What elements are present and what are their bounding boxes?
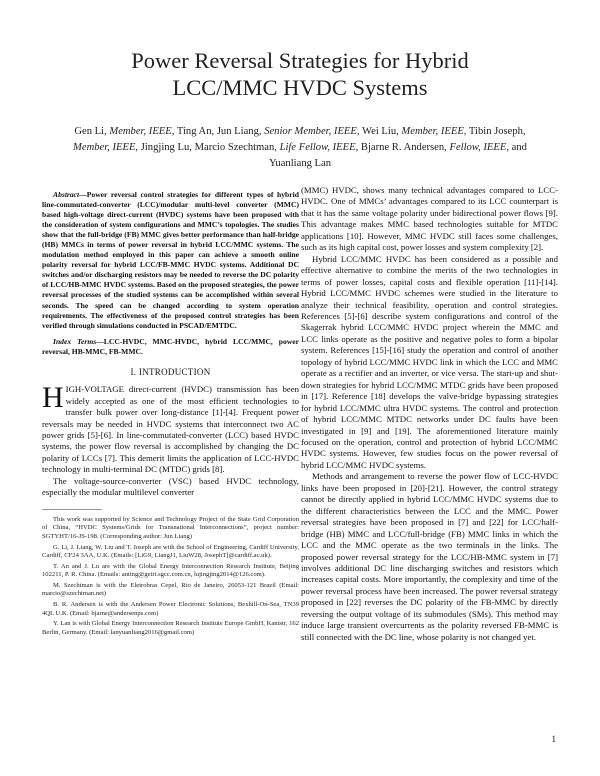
- drop-cap: H: [42, 381, 64, 415]
- author-role: Senior Member, IEEE: [264, 126, 357, 137]
- author-name: Ting An: [176, 126, 212, 137]
- index-terms: [42, 337, 299, 357]
- paper-title: [40, 47, 560, 101]
- author-name: Bjarne R. Andersen: [360, 142, 445, 153]
- index-terms-label: Index Terms: [53, 336, 97, 346]
- author-list: [60, 124, 540, 172]
- author-role: Member, IEEE: [109, 126, 172, 137]
- author-name: Jingjing Lu: [140, 142, 190, 153]
- intro-paragraph-1-text: IGH-VOLTAGE direct-current (HVDC) transmission has been widely accepted as one of the most efficient technologies to transfer bulk power over long-distance [1]-[4]. Frequent power reversals may be needed in HVDC systems that interconnect two AC power grids [5]-[6]. In line-commutated-converter (LCC) based HVDC systems, the power flow reversal is accomplished by changing the DC polarity of LCCs [7]. This demerit limits the application of LCC-HVDC technology in multi-terminal DC (MTDC) grids [8].: [42, 384, 299, 475]
- author-entry: Gen Li, Member, IEEE,: [74, 126, 177, 137]
- author-name: Tibin Joseph: [468, 126, 523, 137]
- author-role: Member, IEEE: [401, 126, 464, 137]
- author-entry: Jingjing Lu,: [140, 142, 195, 153]
- author-entry: [269, 158, 331, 169]
- section-heading: I. INTRODUCTION: [130, 366, 211, 377]
- right-column: [301, 185, 558, 643]
- body-paragraph: Hybrid LCC/MMC HVDC has been considered as a possible and effective alternative to combine the merits of the two technologies in terms of power losses, capital costs and flexible operation [11]-[14]. Hybrid LCC/MMC HVDC schemes were studied in the literature to analyze their technical feasibility, operation and control strategies. References [5]-[6] describe system configurations and control of the Skagerrak hybrid LCC/MMC HVDC project wherein the MMC and LCC links operate as the positive and negative poles to form a bipolar system. References [15]-[16] study the operation and control of another topology of hybrid LCC/MMC HVDC link in which the LCC and MMC operate as a rectifier and an inverter, or vice versa. The start-up and shut-down strategies for hybrid LCC/MMC MTDC grids have been proposed in [17]. Reference [18] develops the valve-bridge bypassing strategies for hybrid LCC/MMC ultra HVDC systems. The control and protection of hybrid LCC/MMC MTDC networks under DC faults have been investigated in [9] and [19]. The aforementioned literature mainly focused on the operation, control and protection of hybrid LCC/MMC HVDC systems. However, few studies focus on the power reversal of hybrid LCC/MMC HVDC systems.: [301, 253, 558, 470]
- intro-paragraph-2: The voltage-source-converter (VSC) based HVDC technology, especially the modular multilevel converter: [42, 475, 299, 498]
- page-number: 1: [551, 734, 556, 744]
- index-terms-text: —LCC-HVDC, MMC-HVDC, hybrid LCC/MMC, power reversal, HB-MMC, FB-MMC.: [42, 336, 299, 356]
- abstract: [42, 190, 299, 331]
- author-entry: Wei Liu, Member, IEEE,: [361, 126, 469, 137]
- author-entry: Marcio Szechtman, Life Fellow, IEEE,: [194, 142, 361, 153]
- author-entry: Bjarne R. Andersen, Fellow, IEEE, and: [360, 142, 527, 153]
- title-line-1: Power Reversal Strategies for Hybrid: [131, 48, 469, 73]
- author-name: Gen Li: [74, 126, 105, 137]
- body-paragraph: (MMC) HVDC, shows many technical advantages compared to LCC-HVDC. One of MMCs’ advantages compared to its LCC counterpart is that it has the same voltage polarity under bidirectional power flows [9]. This advantage makes MMC based technologies suitable for MTDC applications [10]. However, MMC HVDC still faces some challenges, such as its high capital cost, power losses and system complexity [2].: [301, 185, 558, 253]
- author-name: Marcio Szechtman: [194, 142, 275, 153]
- author-entry: Jun Liang, Senior Member, IEEE,: [216, 126, 362, 137]
- author-name: Jun Liang: [216, 126, 259, 137]
- title-line-2: LCC/MMC HVDC Systems: [172, 75, 428, 100]
- author-name: Wei Liu: [361, 126, 397, 137]
- footnote: This work was supported by Science and Technology Project of the State Grid Corporation of China, “HVDC Systems/Grids for Transnational Interconnections”, project number: SGTYHT/16-JS-198. (Corresponding author: Jun Liang): [42, 515, 299, 540]
- author-role: Member, IEEE: [73, 142, 136, 153]
- author-role: Life Fellow, IEEE: [279, 142, 356, 153]
- author-entry: Tibin Joseph, Member, IEEE,: [73, 126, 526, 153]
- intro-paragraph-1: [42, 381, 299, 476]
- footnote: Y. Lan is with Global Energy Interconnection Research Institute Europe GmbH, Kantstr, 162 Berlin, Germany. (Email: lanyuanliang2016@gmail.com): [42, 620, 299, 636]
- footnote: G. Li, J. Liang, W. Liu and T. Joseph are with the School of Engineering, Cardiff University, Cardiff, CF24 3AA, U.K. (Emails: [LiG9, LiangJ1, LiuW28, JosephT]@cardiff.ac.uk).: [42, 543, 299, 560]
- footnote: T. An and J. Lu are with the Global Energy Interconnection Research Institute, Beijing 102211, P. R. China. (Emails: anting@geiri.sgcc.com.cn, lujingjing2014@126.com).: [42, 562, 299, 579]
- left-column: [42, 190, 299, 639]
- footnote: M. Szechtman is with the Eletrobras Cepel, Rio de Janeiro, 26053-121 Brazil (Email: marcio@szechtman.net): [42, 581, 299, 598]
- author-entry: Ting An,: [176, 126, 217, 137]
- body-paragraph: Methods and arrangement to reverse the power flow of LCC-HVDC links have been proposed in [20]-[21]. However, the control strategy cannot be directly applied in hybrid LCC/MMC HVDC systems due to the different characteristics between the LCC and the MMC. Power reversal strategies have been proposed in [7] and [22] for LCC/half-bridge (HB) MMC and LCC/full-bridge (FB) MMC links in which the LCC and the MMC operate as the two terminals in the links. The proposed power reversal strategy for the LCC/HB-MMC system in [7] involves additional DC line discharging switches and resistors which increases capital costs. More importantly, the complexity and time of the power reversal process have been increased. The power reversal strategy proposed in [22] reverses the DC polarity of the FB-MMC by directly reversing the output voltage of its submodules (SMs). This method may induce large transient overcurrents as the polarity reversed FB-MMC is still connected with the DC line, whose polarity is not changed yet.: [301, 471, 558, 642]
- abstract-text: —Power reversal control strategies for different types of hybrid line-commutated-converter (LCC)/modular multi-level converter (MMC) based high-voltage direct-current (HVDC) systems have been proposed with the consideration of system configurations and MMC’s topologies. The studies show that the full-bridge (FB) MMC gives better performance than half-bridge (HB) MMCs in terms of power reversal in hybrid LCC/MMC systems. The modulation method employed in this paper can achieve a smooth online polarity reversal for hybrid LCC/FB-MMC HVDC systems. Additional DC switches and/or discharging resistors may be needed to reverse the DC polarity of LCC/HB-MMC HVDC systems. Based on the proposed strategies, the power reversal processes of the studied systems can be accomplished within several seconds. The speed can be changed according to system operation requirements. The effectiveness of the proposed control strategies has been verified through simulations conducted in PSCAD/EMTDC.: [42, 190, 299, 330]
- footnote-divider: [42, 509, 102, 510]
- author-role: Fellow, IEEE: [449, 142, 507, 153]
- author-name: Yuanliang Lan: [268, 158, 332, 169]
- footnote: B. R. Andersen is with the Andersen Power Electronic Solutions, Bexhill-On-Sea, TN39 4QL U.K. (Email: bjarne@andersenps.com): [42, 601, 299, 617]
- abstract-label: Abstract: [53, 190, 80, 199]
